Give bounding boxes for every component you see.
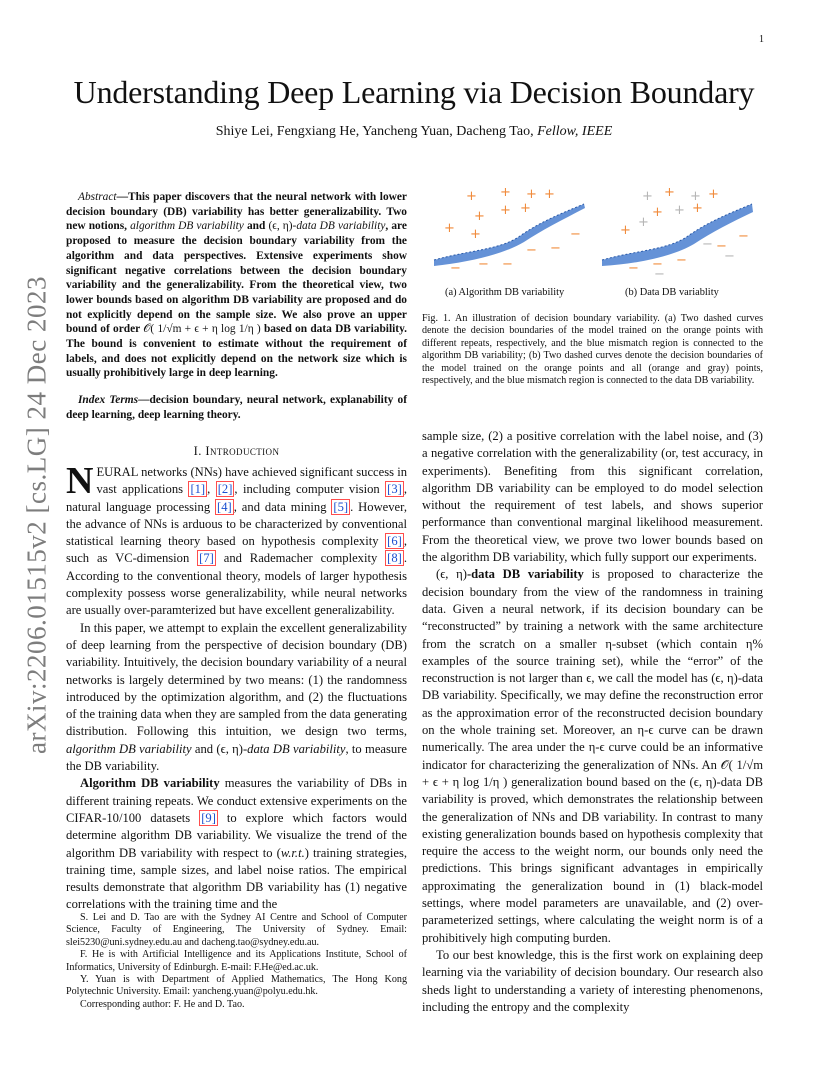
svg-text:−: − [702, 237, 713, 252]
svg-text:+: + [620, 223, 631, 238]
svg-text:−: − [450, 261, 461, 276]
text-span: , to measure the DB variability. [66, 741, 407, 774]
footnote: Corresponding author: F. He and D. Tao. [80, 998, 245, 1010]
svg-text:+: + [642, 189, 653, 204]
svg-text:+: + [638, 215, 649, 230]
abbrev-italic: w.r.t. [280, 845, 305, 860]
figure-panel-b [598, 188, 758, 278]
text-span: ) training strategies, training time, sample sizes, and label noise ratios. The empirical results demonstrate that algorithm DB variability has (1) negative correlations with the training time and the [66, 845, 407, 912]
abstract-text: , are proposed to measure the decision boundary variability from the algorithm and data perspectives. Extensive experiments show significant negative correlations between the decision boundary variability and the generalizability. From the theoretical view, two lower bounds based on algorithm DB variability are proposed and do not explicitly depend on the sample size. We also prove an upper bound of order [66, 220, 407, 336]
text-span: and [194, 741, 214, 756]
abstract [66, 190, 407, 381]
svg-text:+: + [674, 203, 685, 218]
svg-text:−: − [478, 257, 489, 272]
svg-text:−: − [526, 243, 537, 258]
footnote: S. Lei and D. Tao are with the Sydney AI Centre and School of Computer Science, Faculty of Engineering, The University of Sydney. Email: slei5230@uni.sydney.edu.au and dacheng.tao@sydney.edu.au. [66, 912, 407, 948]
right-paragraph-2 [422, 566, 763, 947]
intro-left-column [66, 460, 408, 914]
term-italic: -data DB variability [242, 741, 346, 756]
right-column [422, 428, 763, 1016]
svg-text:+: + [692, 201, 703, 216]
svg-text:+: + [544, 188, 555, 202]
svg-text:−: − [654, 267, 665, 278]
abstract-math: (ϵ, η) [268, 220, 293, 233]
authors-names: Shiye Lei, Fengxiang He, Yancheng Yuan, Dacheng Tao, [215, 124, 534, 139]
author-list [0, 124, 828, 140]
intro-paragraph-2 [66, 620, 407, 776]
svg-text:+: + [474, 209, 485, 224]
svg-text:−: − [550, 241, 561, 256]
dropcap: N [66, 460, 94, 502]
abstract-formula: 𝒪( 1/√m + ϵ + η log 1/η ) [143, 323, 261, 336]
citation-link[interactable]: [8] [387, 551, 402, 566]
intro-paragraph-3 [66, 775, 407, 913]
section-heading [66, 444, 407, 459]
citation-link[interactable]: [6] [387, 534, 402, 549]
text-span: . According to the conventional theory, models of larger hypothesis complexity possess worse generalizability, while neural networks are usually over-paramterized but have excellent generalizability. [66, 551, 408, 618]
svg-text:−: − [716, 239, 727, 254]
text-span: EURAL networks (NNs) have achieved significant success in vast applications [96, 465, 407, 497]
svg-text:+: + [690, 189, 701, 204]
authors-role: Fellow, IEEE [537, 124, 613, 139]
abstract-text: based on data DB variability. The bound is convenient to estimate without the requirement of labels, and does not explicitly depend on the network size which is usually prohibitively large in deep learning. [66, 323, 407, 380]
svg-text:−: − [502, 257, 513, 272]
paper-title: Understanding Deep Learning via Decision Boundary [73, 74, 755, 110]
svg-text:−: − [570, 227, 581, 242]
citation-link[interactable]: [3] [387, 482, 402, 497]
right-paragraph-3: To our best knowledge, this is the first work on explaining deep learning via the variability of decision boundary. Our research also sheds light to understanding a variety of interesting phenomenons, including the entropy and the complexity [422, 947, 763, 1014]
math-span: (ϵ, η) [216, 741, 243, 756]
text-span: , and data mining [233, 499, 327, 514]
figure-caption: Fig. 1. An illustration of decision boundary variability. (a) Two dashed curves denote the decision boundaries of the model trained on the orange points with different repeats, respectively, and the blue mismatch region is connected to the algorithm DB variability; (b) Two dashed curves denote the decision boundaries of the model trained on the orange points and all (orange and gray) points, respectively, and the blue mismatch region is connected to the data DB variability. [422, 313, 763, 387]
svg-text:+: + [466, 189, 477, 204]
svg-text:+: + [500, 203, 511, 218]
index-terms-label: Index Terms [78, 394, 139, 406]
intro-paragraph-1: NEURAL networks (NNs) have achieved significant success in vast applications [1] , [2] , including computer vision [3] , natural language processing [4] , and data mining [5] . However, the advance of NNs is arduous to be characterized by conventional statistical learning theory based on hypothesis complexity [6] , such as VC-dimension [7] and Rademacher complexity [8] . According to the conventional theory, models of larger hypothesis complexity possess worse generalizability, while neural networks are usually over-paramterized but have excellent generalizability. [66, 460, 408, 618]
citation-link[interactable]: [9] [201, 810, 216, 825]
arxiv-stamp [21, 276, 52, 754]
term-bold: Algorithm DB variability [80, 776, 220, 791]
index-terms [66, 393, 407, 422]
svg-text:−: − [652, 257, 663, 272]
figure-panel-a [430, 188, 590, 278]
citation-link[interactable]: [1] [190, 482, 206, 497]
svg-text:+: + [470, 227, 481, 242]
abstract-text: —This paper discovers that the neural network with lower decision boundary (DB) variability has better generalizability. Two new notions, [66, 191, 407, 233]
index-terms-text: —decision boundary, neural network, explanability of deep learning, deep learning theory. [66, 394, 407, 421]
abstract-term-b: -data DB variability [292, 220, 386, 233]
orange-plus-points [444, 188, 555, 242]
svg-text:+: + [526, 188, 537, 202]
citation-link[interactable]: [5] [333, 499, 349, 514]
term-bold: -data DB variability [466, 567, 584, 582]
text-span: measures the variability of DBs in different training repeats. We conduct extensive experiments on the CIFAR-10/100 datasets [66, 776, 407, 825]
citation-link[interactable]: [2] [217, 482, 233, 497]
text-span: to explore which factors would determine algorithm DB variability. We visualize the trend of the algorithm DB variability with respect to ( [66, 810, 407, 860]
math-span: (ϵ, η) [436, 567, 467, 582]
citation-link[interactable]: [4] [217, 499, 232, 514]
text-span: In this paper, we attempt to explain the excellent generalizability of deep learning from the perspective of decision boundary (DB) variability. Intuitively, the decision boundary variability of a neural networks is largely determined by two means: (1) the randomness introduced by the optimization algorithm, and (2) the fluctuations of the training data when they are sampled from the data generating distribution. Following this intuition, we design two terms, [66, 620, 407, 739]
text-span: is proposed to characterize the decision boundary from the view of the randomness in training data. Given a neural network, if its decision boundary can be “reconstructed” by training a network with the same architecture from the scratch on a smaller η-subset (which contain η% examples of the source training set), while the “error” of the reconstruction is not larger than ϵ, we call the model has (ϵ, η)-data DB variability. Specifically, we may define the reconstruction error as the approximation error of the reconstructed decision boundary on the whole training set. Moreover, an η-ϵ curve can be drawn numerically. The area under the η-ϵ curve could be an informative indicator for characterizing the generalization of NNs. An [422, 567, 763, 772]
footnotes [66, 912, 407, 1011]
text-span: , including computer vision [234, 482, 380, 497]
term-italic: algorithm DB variability [66, 741, 192, 756]
svg-text:+: + [520, 201, 531, 216]
svg-text:+: + [708, 188, 719, 202]
section-title: Introduction [205, 444, 280, 458]
svg-text:−: − [628, 261, 639, 276]
citation-link[interactable]: [7] [199, 551, 214, 566]
page-number: 1 [759, 34, 764, 45]
svg-text:+: + [500, 188, 511, 200]
right-paragraph-1: sample size, (2) a positive correlation with the label noise, and (3) a negative correlation with the generalizability (or, test accuracy, in experiments). Benefiting from this significant correlation, algorithm DB variability can be employed to do model selection without the requirement of test labels, and shows superior performance than conventional marginal likelihood measurement. From the theoretical view, we prove two lower bounds based on the algorithm DB variability, which fully support our experiments. [422, 429, 763, 565]
svg-text:+: + [664, 188, 675, 200]
text-span: and Rademacher complexity [223, 551, 378, 566]
svg-text:+: + [444, 221, 455, 236]
footnote: Y. Yuan is with Department of Applied Mathematics, The Hong Kong Polytechnic University. Email: yancheng.yuan@polyu.edu.hk. [66, 974, 407, 998]
subfigure-label-a: (a) Algorithm DB variability [445, 287, 565, 298]
svg-text:−: − [724, 249, 735, 264]
abstract-term-a: algorithm DB variability [130, 220, 244, 233]
text-span: generalization bound based on the (ϵ, η)-data DB variability is proved, which demonstrates the relationship between the generalization of NNs and DB variability. In contrast to many existing generalization bounds based on hypothesis complexity that require the access to the weight norm, our bounds only need the predictions. This brings significant advantages in empirically approximating the generalization bound in (1) black-model settings, where model parameters are unavailable, and (2) over-parameterized settings, where calculating the weight norm is of a prohibitively high computing burden. [422, 774, 763, 945]
abstract-label: Abstract [78, 191, 117, 203]
text-span: , such as VC-dimension [66, 534, 407, 566]
svg-text:−: − [676, 253, 687, 268]
section-number: I. [193, 444, 202, 458]
arxiv-stamp-text: arXiv:2206.01515v2 [cs.LG] 24 Dec 2023 [21, 276, 52, 754]
abstract-text: and [246, 220, 266, 233]
svg-text:−: − [738, 229, 749, 244]
formula: 𝒪( 1/√m + ϵ + η log 1/η ) [422, 757, 763, 789]
text-span: , natural language processing [66, 482, 407, 514]
text-span: . However, the advance of NNs is arduous to be characterized by conventional statistical learning theory based on hypothesis complexity [66, 499, 407, 549]
svg-text:+: + [652, 205, 663, 220]
subfigure-label-b: (b) Data DB variablity [625, 287, 719, 298]
footnote: F. He is with Artificial Intelligence and its Applications Institute, School of Informatics, University of Edinburgh. E-mail: F.He@ed.ac.uk. [66, 949, 407, 973]
